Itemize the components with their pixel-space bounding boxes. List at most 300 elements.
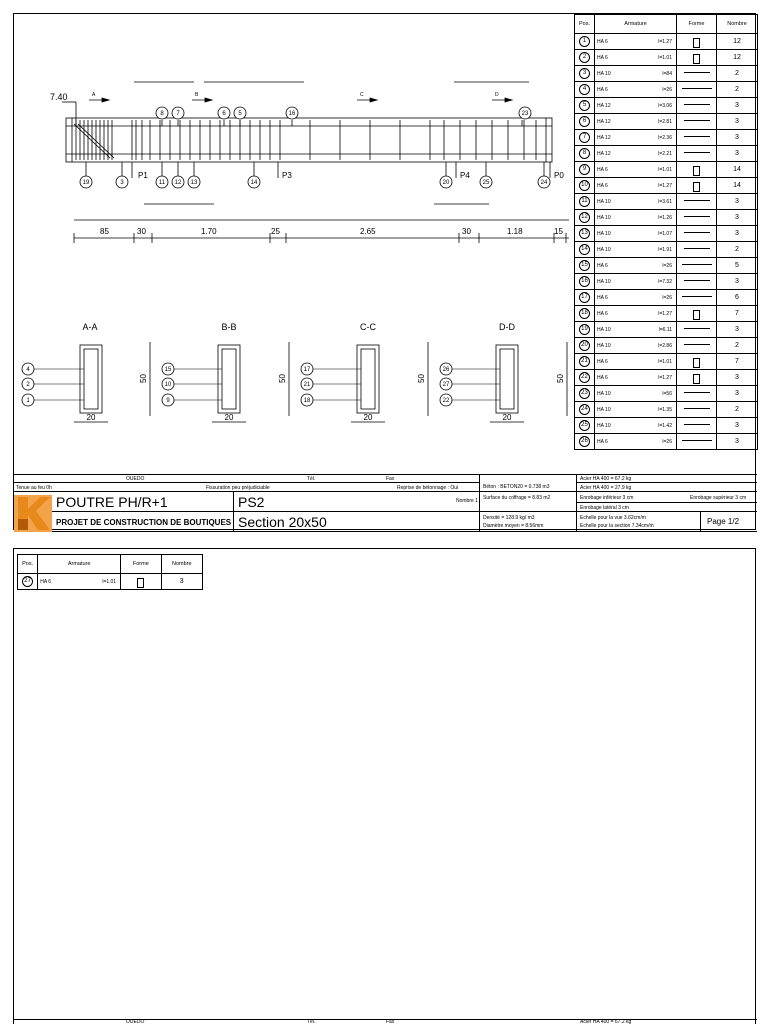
forme-cell [677, 146, 717, 162]
bar-length: l=1.42 [658, 422, 672, 429]
bar-length: l=1.27 [658, 374, 672, 381]
reprise: Reprise de bétonnage : Oui [397, 485, 459, 491]
armature-cell [595, 290, 677, 306]
steel-grade: HA 6 [597, 310, 608, 317]
count-cell: 7 [717, 306, 758, 322]
svg-text:18: 18 [303, 398, 311, 404]
steel-grade: HA 10 [597, 326, 611, 333]
table-row [575, 50, 758, 66]
armature-cell [595, 434, 677, 450]
svg-text:17: 17 [303, 367, 311, 373]
pos-number: 26 [579, 436, 590, 447]
forme-cell [677, 210, 717, 226]
svg-text:20: 20 [224, 413, 234, 422]
svg-text:16: 16 [288, 111, 296, 117]
pos-number: 1 [579, 36, 590, 47]
armature-cell [595, 114, 677, 130]
count-cell: 3 [717, 98, 758, 114]
forme-cell [677, 114, 717, 130]
tb-page-cell [701, 512, 757, 532]
drawing-sheet-1 [13, 13, 756, 530]
forme-cell [677, 434, 717, 450]
count-cell: 3 [717, 418, 758, 434]
surface-coffrage: Surface du coffrage = 8.83 m2 [483, 495, 551, 501]
stirrup-shape-icon [693, 166, 700, 176]
tb-info-row [14, 483, 480, 492]
svg-text:27: 27 [442, 382, 450, 388]
svg-text:5: 5 [238, 111, 242, 117]
header-armature: Armature [595, 15, 677, 34]
forme-cell [677, 130, 717, 146]
armature-cell [595, 162, 677, 178]
bar-shape-icon [684, 408, 710, 409]
beam-drawing-svg [14, 14, 574, 474]
pos-number: 25 [579, 420, 590, 431]
table-row [575, 258, 758, 274]
table-row [575, 82, 758, 98]
armature-cell [595, 210, 677, 226]
svg-text:3: 3 [120, 180, 124, 186]
bar-length: l=1.01 [658, 166, 672, 173]
count-cell: 3 [717, 226, 758, 242]
armature-cell [595, 322, 677, 338]
svg-text:21: 21 [303, 382, 311, 388]
pos-cell [575, 162, 595, 178]
count-cell: 5 [717, 258, 758, 274]
armature-rows-page-2 [18, 574, 203, 590]
table-row [575, 66, 758, 82]
densite: Densité = 128.9 kg/ m3 [483, 515, 535, 521]
forme-cell [677, 178, 717, 194]
stirrup-shape-icon [693, 374, 700, 384]
pos-cell [575, 114, 595, 130]
table-row [575, 434, 758, 450]
count-cell: 3 [717, 386, 758, 402]
svg-text:2: 2 [26, 382, 30, 388]
bar-length: l=26 [662, 438, 672, 445]
steel-grade: HA 6 [597, 38, 608, 45]
count-cell: 2 [717, 402, 758, 418]
steel-grade: HA 10 [597, 390, 611, 397]
table-row [575, 370, 758, 386]
svg-text:P3: P3 [282, 171, 292, 180]
forme-cell [677, 418, 717, 434]
tb-project-cell [52, 512, 234, 532]
forme-cell [677, 98, 717, 114]
count-cell: 2 [717, 242, 758, 258]
armature-cell [595, 66, 677, 82]
forme-cell [677, 386, 717, 402]
table-row [575, 242, 758, 258]
count-cell: 14 [717, 178, 758, 194]
bar-shape-icon [684, 248, 710, 249]
steel-grade: HA 6 [597, 54, 608, 61]
steel-grade: HA 10 [597, 214, 611, 221]
armature-table-page-2 [17, 554, 203, 590]
forme-cell [677, 162, 717, 178]
bar-length: l=7.32 [658, 278, 672, 285]
steel-grade: HA 12 [597, 150, 611, 157]
svg-text:10: 10 [164, 382, 172, 388]
svg-text:B: B [195, 92, 199, 98]
armature-cell [595, 274, 677, 290]
svg-text:13: 13 [190, 180, 198, 186]
table-row [575, 210, 758, 226]
forme-cell [677, 274, 717, 290]
forme-cell [677, 290, 717, 306]
pos-cell [575, 418, 595, 434]
pos-number: 11 [579, 196, 590, 207]
hook-shape-icon [682, 264, 712, 265]
bar-shape-icon [684, 152, 710, 153]
bar-shape-icon [684, 328, 710, 329]
count-cell: 6 [717, 290, 758, 306]
pos-number: 2 [579, 52, 590, 63]
forme-cell [121, 574, 161, 590]
bar-length: l=56 [662, 390, 672, 397]
header-forme: Forme [677, 15, 717, 34]
bar-length: l=1.27 [658, 38, 672, 45]
bar-length: l=6.11 [658, 326, 672, 333]
count-cell: 3 [717, 370, 758, 386]
armature-rows [575, 34, 758, 450]
steel-grade: HA 6 [597, 438, 608, 445]
table-row [575, 114, 758, 130]
steel-grade: HA 12 [597, 134, 611, 141]
armature-cell [595, 50, 677, 66]
armature-cell [595, 146, 677, 162]
steel-grade: HA 6 [597, 182, 608, 189]
stirrup-shape-icon [693, 38, 700, 48]
tb-lateral-cell [577, 503, 757, 512]
pos-number: 12 [579, 212, 590, 223]
stirrup-shape-icon [693, 358, 700, 368]
svg-text:30: 30 [462, 227, 471, 236]
enrobage-lateral: Enrobage latéral 3 cm [580, 505, 629, 511]
nombre-label: Nombre 1 [456, 498, 478, 504]
header-armature: Armature [38, 555, 121, 574]
forme-cell [677, 194, 717, 210]
bar-length: l=1.27 [658, 310, 672, 317]
armature-table [574, 14, 758, 450]
pos-cell [575, 50, 595, 66]
steel-grade: HA 10 [597, 342, 611, 349]
bar-length: l=1.35 [658, 406, 672, 413]
count-cell: 12 [717, 50, 758, 66]
pos-cell [575, 402, 595, 418]
header-nombre: Nombre [161, 555, 202, 574]
armature-cell [595, 226, 677, 242]
forme-cell [677, 370, 717, 386]
svg-text:C: C [360, 92, 364, 98]
steel-grade: HA 10 [597, 278, 611, 285]
tb-echelle-cell [577, 512, 701, 532]
count-cell: 2 [717, 82, 758, 98]
armature-cell [595, 402, 677, 418]
acier-1: Acier HA 400 = 67.2 kg [580, 1019, 632, 1025]
count-cell: 7 [717, 354, 758, 370]
armature-cell [595, 130, 677, 146]
table-row [575, 178, 758, 194]
pos-cell [575, 82, 595, 98]
svg-text:2.65: 2.65 [360, 227, 376, 236]
forme-cell [677, 354, 717, 370]
pos-cell [575, 130, 595, 146]
beam-drawing [14, 14, 574, 474]
svg-text:25: 25 [271, 227, 280, 236]
bar-length: l=26 [662, 294, 672, 301]
table-row [575, 290, 758, 306]
table-row [575, 162, 758, 178]
count-cell: 2 [717, 338, 758, 354]
svg-text:50: 50 [556, 374, 565, 383]
forme-cell [677, 50, 717, 66]
armature-cell [595, 82, 677, 98]
svg-text:D: D [495, 92, 499, 98]
tb-beton-cell [480, 475, 577, 492]
pos-cell [575, 306, 595, 322]
bar-shape-icon [684, 104, 710, 105]
section-aa-title: A-A [82, 322, 98, 332]
svg-text:7: 7 [176, 111, 180, 117]
bar-length: l=1.91 [658, 246, 672, 253]
count-cell: 3 [717, 434, 758, 450]
forme-cell [677, 82, 717, 98]
bar-length: l=1.26 [658, 214, 672, 221]
bar-length: l=1.01 [658, 54, 672, 61]
svg-text:20: 20 [502, 413, 512, 422]
pos-cell [575, 146, 595, 162]
table-row [575, 418, 758, 434]
svg-text:19: 19 [82, 180, 90, 186]
armature-cell [595, 386, 677, 402]
table-row [575, 306, 758, 322]
header-pos: Pos. [18, 555, 38, 574]
bar-length: l=2.86 [658, 342, 672, 349]
svg-text:50: 50 [278, 374, 287, 383]
diametre-moyen: Diamètre moyen = 8.56mm [483, 523, 544, 529]
tb-acier2-cell [577, 483, 757, 492]
element-title: POUTRE PH/R+1 [56, 494, 168, 510]
stirrup-shape-icon [693, 310, 700, 320]
steel-grade: HA 6 [597, 358, 608, 365]
forme-cell [677, 402, 717, 418]
armature-cell [595, 418, 677, 434]
bar-shape-icon [684, 120, 710, 121]
armature-cell [595, 194, 677, 210]
svg-text:P1: P1 [138, 171, 148, 180]
pos-cell [575, 34, 595, 50]
svg-text:1.70: 1.70 [201, 227, 217, 236]
hook-shape-icon [682, 88, 712, 89]
bar-shape-icon [684, 280, 710, 281]
pos-cell [575, 434, 595, 450]
bar-length: l=26 [662, 262, 672, 269]
steel-grade: HA 6 [597, 166, 608, 173]
count-cell: 14 [717, 162, 758, 178]
armature-cell [38, 574, 121, 590]
section-bb-title: B-B [221, 322, 237, 332]
pos-number: 6 [579, 116, 590, 127]
count-cell: 3 [717, 322, 758, 338]
table-row [575, 130, 758, 146]
forme-cell [677, 242, 717, 258]
table-row [575, 322, 758, 338]
armature-cell [595, 34, 677, 50]
bar-length: l=2.21 [658, 150, 672, 157]
svg-text:25: 25 [482, 180, 490, 186]
armature-cell [595, 306, 677, 322]
tb-surface-cell [480, 492, 577, 512]
bar-length: l=3.06 [658, 102, 672, 109]
pos-number: 3 [579, 68, 590, 79]
tb-section-cell [234, 512, 480, 532]
pos-number: 5 [579, 100, 590, 111]
tb-ps-cell [234, 492, 480, 512]
svg-text:A: A [92, 92, 96, 98]
pos-number: 23 [579, 388, 590, 399]
table-row [575, 194, 758, 210]
pos-number: 17 [579, 292, 590, 303]
svg-text:1: 1 [26, 398, 30, 404]
svg-text:50: 50 [139, 374, 148, 383]
svg-text:12: 12 [174, 180, 182, 186]
forme-cell [677, 258, 717, 274]
hook-shape-icon [682, 296, 712, 297]
svg-text:8: 8 [160, 111, 164, 117]
pos-number: 15 [579, 260, 590, 271]
stirrup-shape-icon [693, 182, 700, 192]
pos-cell [575, 98, 595, 114]
svg-text:50: 50 [417, 374, 426, 383]
pos-number: 13 [579, 228, 590, 239]
tenue-feu: Tenue au feu 0h [16, 485, 52, 491]
svg-text:20: 20 [86, 413, 96, 422]
bar-length: l=2.81 [658, 118, 672, 125]
svg-text:26: 26 [442, 367, 450, 373]
steel-grade: HA 6 [597, 262, 608, 269]
echelle-section: Echelle pour la section 7.34cm/m [580, 523, 654, 529]
pos-cell [575, 354, 595, 370]
forme-cell [677, 338, 717, 354]
svg-text:9: 9 [166, 398, 170, 404]
bar-length: l=1.27 [658, 182, 672, 189]
header-forme: Forme [121, 555, 161, 574]
bar-length: l=26 [662, 86, 672, 93]
count-cell: 12 [717, 34, 758, 50]
bar-shape-icon [684, 392, 710, 393]
table-row [575, 146, 758, 162]
pos-cell [575, 242, 595, 258]
bar-length: l=3.61 [658, 198, 672, 205]
svg-text:14: 14 [250, 180, 258, 186]
tb-contact-row [14, 475, 480, 483]
echelle-vue: Echelle pour la vue 3.62cm/m [580, 515, 646, 521]
armature-cell [595, 354, 677, 370]
svg-text:P4: P4 [460, 171, 470, 180]
bar-shape-icon [684, 216, 710, 217]
pos-number: 27 [22, 576, 33, 587]
table-row [575, 98, 758, 114]
bar-shape-icon [684, 344, 710, 345]
acier-1: Acier HA 400 = 67.2 kg [580, 476, 632, 482]
pos-number: 20 [579, 340, 590, 351]
table-row [575, 338, 758, 354]
steel-grade: HA 12 [597, 118, 611, 125]
pos-number: 4 [579, 84, 590, 95]
pos-cell [575, 194, 595, 210]
stirrup-shape-icon [137, 578, 144, 588]
bar-length: l=1.07 [658, 230, 672, 237]
pos-cell [575, 386, 595, 402]
pos-number: 19 [579, 324, 590, 335]
armature-cell [595, 242, 677, 258]
steel-grade: HA 6 [40, 578, 52, 585]
stirrup-shape-icon [693, 54, 700, 64]
section-dd-title: D-D [499, 322, 515, 332]
acier-2: Acier HA 400 = 27.9 kg [580, 485, 632, 491]
count-cell: 3 [717, 146, 758, 162]
section-title: Section 20x50 [238, 514, 327, 530]
title-block [14, 474, 757, 531]
armature-cell [595, 178, 677, 194]
ps-title: PS2 [238, 494, 265, 510]
pos-number: 22 [579, 372, 590, 383]
bar-length: l=2.36 [658, 134, 672, 141]
pos-cell [575, 338, 595, 354]
steel-grade: HA 6 [597, 374, 608, 381]
pos-cell [575, 226, 595, 242]
bar-shape-icon [684, 72, 710, 73]
pos-number: 24 [579, 404, 590, 415]
armature-cell [595, 370, 677, 386]
svg-text:23: 23 [521, 111, 529, 117]
count-cell: 3 [717, 210, 758, 226]
fax-label: Fax [386, 476, 395, 482]
svg-text:15: 15 [164, 367, 172, 373]
pos-cell [575, 290, 595, 306]
pos-cell [18, 574, 38, 590]
tb-page-2-strip [14, 1019, 757, 1025]
svg-text:22: 22 [442, 398, 450, 404]
table-row [575, 354, 758, 370]
svg-text:P0: P0 [554, 171, 564, 180]
steel-grade: HA 10 [597, 230, 611, 237]
armature-cell [595, 98, 677, 114]
count-cell: 3 [161, 574, 202, 590]
project-title: PROJET DE CONSTRUCTION DE BOUTIQUES [56, 518, 232, 527]
svg-text:20: 20 [442, 180, 450, 186]
level-label: 7.40 [50, 92, 68, 102]
tb-enrobage-cell [577, 492, 757, 503]
drawing-sheet-2 [13, 548, 756, 1024]
bar-shape-icon [684, 200, 710, 201]
tb-element-cell [52, 492, 234, 512]
tb-acier1-cell [577, 475, 757, 483]
enrobage-inferieur: Enrobage inférieur 3 cm [580, 495, 634, 501]
armature-cell [595, 258, 677, 274]
pos-cell [575, 178, 595, 194]
steel-grade: HA 10 [597, 246, 611, 253]
table-row [575, 386, 758, 402]
pos-number: 16 [579, 276, 590, 287]
steel-grade: HA 10 [597, 70, 611, 77]
svg-text:20: 20 [363, 413, 373, 422]
pos-number: 18 [579, 308, 590, 319]
beton-volume: Béton : BETON20 = 0.738 m3 [483, 484, 550, 490]
client-name: OUEDO [126, 1019, 145, 1025]
pos-cell [575, 274, 595, 290]
